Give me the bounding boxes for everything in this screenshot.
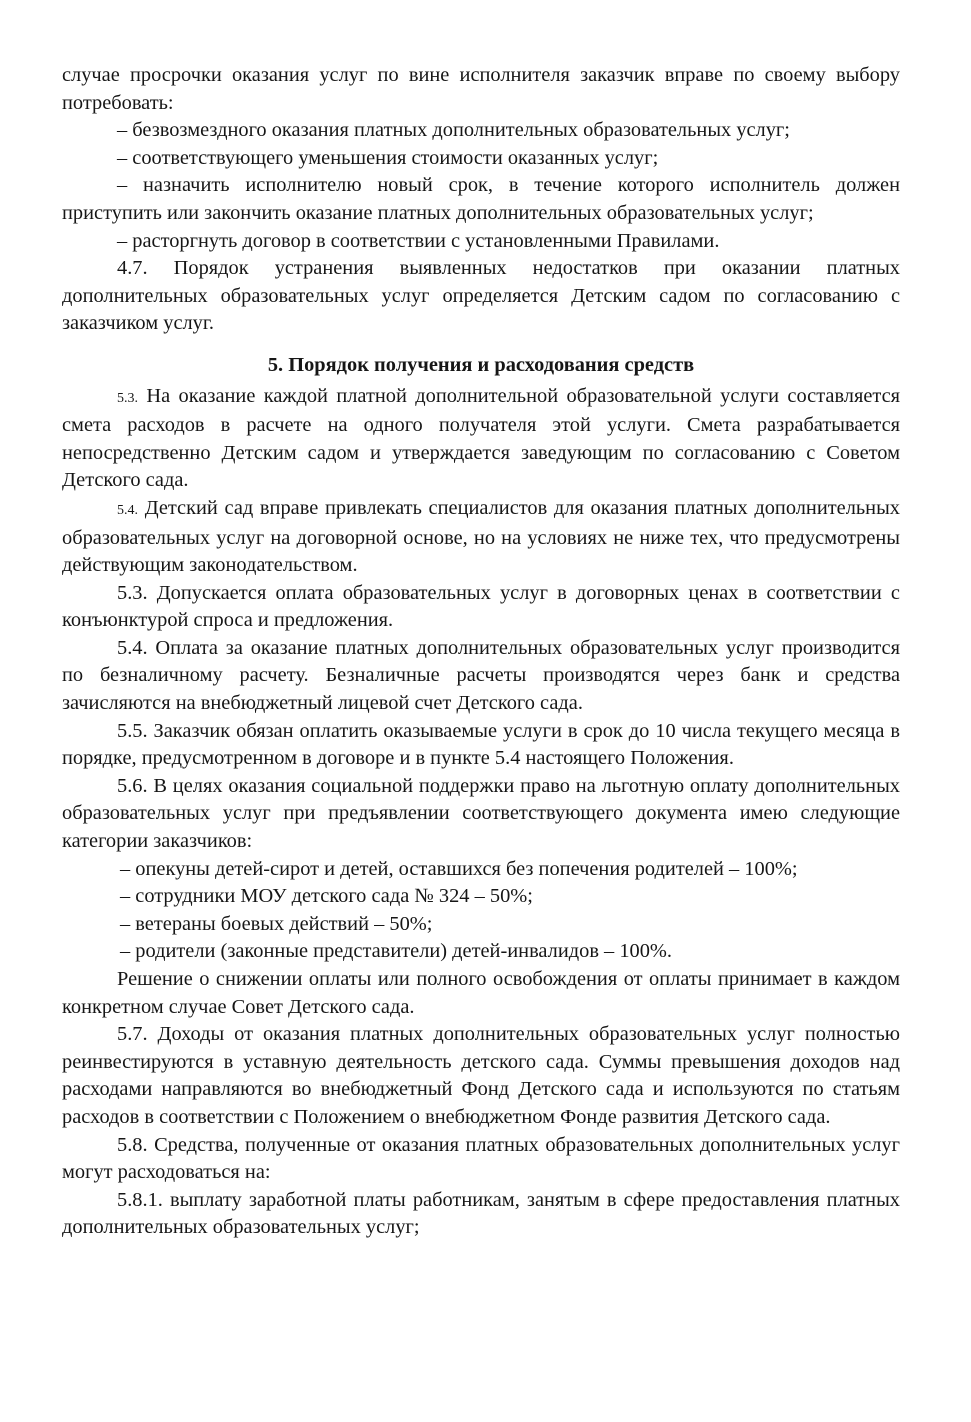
list-item: – сотрудники МОУ детского сада № 324 – 50%; — [120, 885, 533, 908]
list-item: – назначить исполнителю новый срок, в течение которого исполнитель должен приступить или закончить оказание платных дополнительных образовательных услуг; — [62, 174, 900, 224]
item-number: 5.3. — [117, 390, 138, 406]
paragraph: 5.8. Средства, полученные от оказания платных образовательных дополнительных услуг могут расходоваться на: — [62, 1133, 900, 1184]
paragraph: случае просрочки оказания услуг по вине исполнителя заказчик вправе по своему выбору потребовать: — [62, 64, 900, 114]
paragraph: 5.4. Оплата за оказание платных дополнительных образовательных услуг производится по безналичному расчету. Безналичные расчеты производятся через банк и средства зачисляются на внебюджетный лицевой счет Детского сада. — [62, 636, 900, 715]
list-item: – ветераны боевых действий – 50%; — [120, 912, 433, 935]
paragraph: 5.6. В целях оказания социальной поддержки право на льготную оплату дополнительных образовательных услуг при предъявлении соответствующего документа имею следующие категории заказчиков: — [62, 774, 900, 853]
list-item: – опекуны детей-сирот и детей, оставшихся без попечения родителей – 100%; — [120, 857, 798, 880]
paragraph — [62, 495, 900, 580]
paragraph-text: На оказание каждой платной дополнительной образовательной услуги составляется смета расходов в расчете на одного получателя этой услуги. Смета разрабатывается непосредственно Детским садом и утверждается заведующим по согласованию с Советом Детского сада. — [62, 384, 900, 492]
list-item: – родители (законные представители) детей-инвалидов – 100%. — [120, 940, 673, 963]
item-number: 5.4. — [117, 502, 138, 518]
section-title: 5. Порядок получения и расходования средств — [267, 353, 695, 376]
list-item: – расторгнуть договор в соответствии с установленными Правилами. — [117, 229, 720, 252]
document-body — [62, 62, 900, 1242]
list-item: – безвозмездного оказания платных дополнительных образовательных услуг; — [117, 119, 790, 142]
paragraph: Решение о снижении оплаты или полного освобождения от оплаты принимает в каждом конкретном случае Совет Детского сада. — [62, 968, 900, 1018]
paragraph: 5.8.1. выплату заработной платы работникам, занятым в сфере предоставления платных дополнительных образовательных услуг; — [62, 1188, 900, 1239]
paragraph: 5.3. Допускается оплата образовательных услуг в договорных ценах в соответствии с конъюнктурой спроса и предложения. — [62, 581, 900, 632]
paragraph: 5.7. Доходы от оказания платных дополнительных образовательных услуг полностью реинвестируются в уставную деятельность детского сада. Суммы превышения доходов над расходами направляются во внебюджетный Фонд Детского сада и используются по статьям расходов в соответствии с Положением о внебюджетном Фонде развития Детского сада. — [62, 1023, 900, 1128]
paragraph-text: Детский сад вправе привлекать специалистов для оказания платных дополнительных образовательных услуг на договорной основе, но на условиях не ниже тех, что предусмотрены действующим законодательством. — [62, 496, 900, 577]
paragraph — [62, 383, 900, 495]
list-item: – соответствующего уменьшения стоимости оказанных услуг; — [117, 146, 659, 169]
paragraph: 4.7. Порядок устранения выявленных недостатков при оказании платных дополнительных образовательных услуг определяется Детским садом по согласованию с заказчиком услуг. — [62, 257, 900, 335]
paragraph: 5.5. Заказчик обязан оплатить оказываемые услуги в срок до 10 числа текущего месяца в порядке, предусмотренном в договоре и в пункте 5.4 настоящего Положения. — [62, 719, 900, 770]
